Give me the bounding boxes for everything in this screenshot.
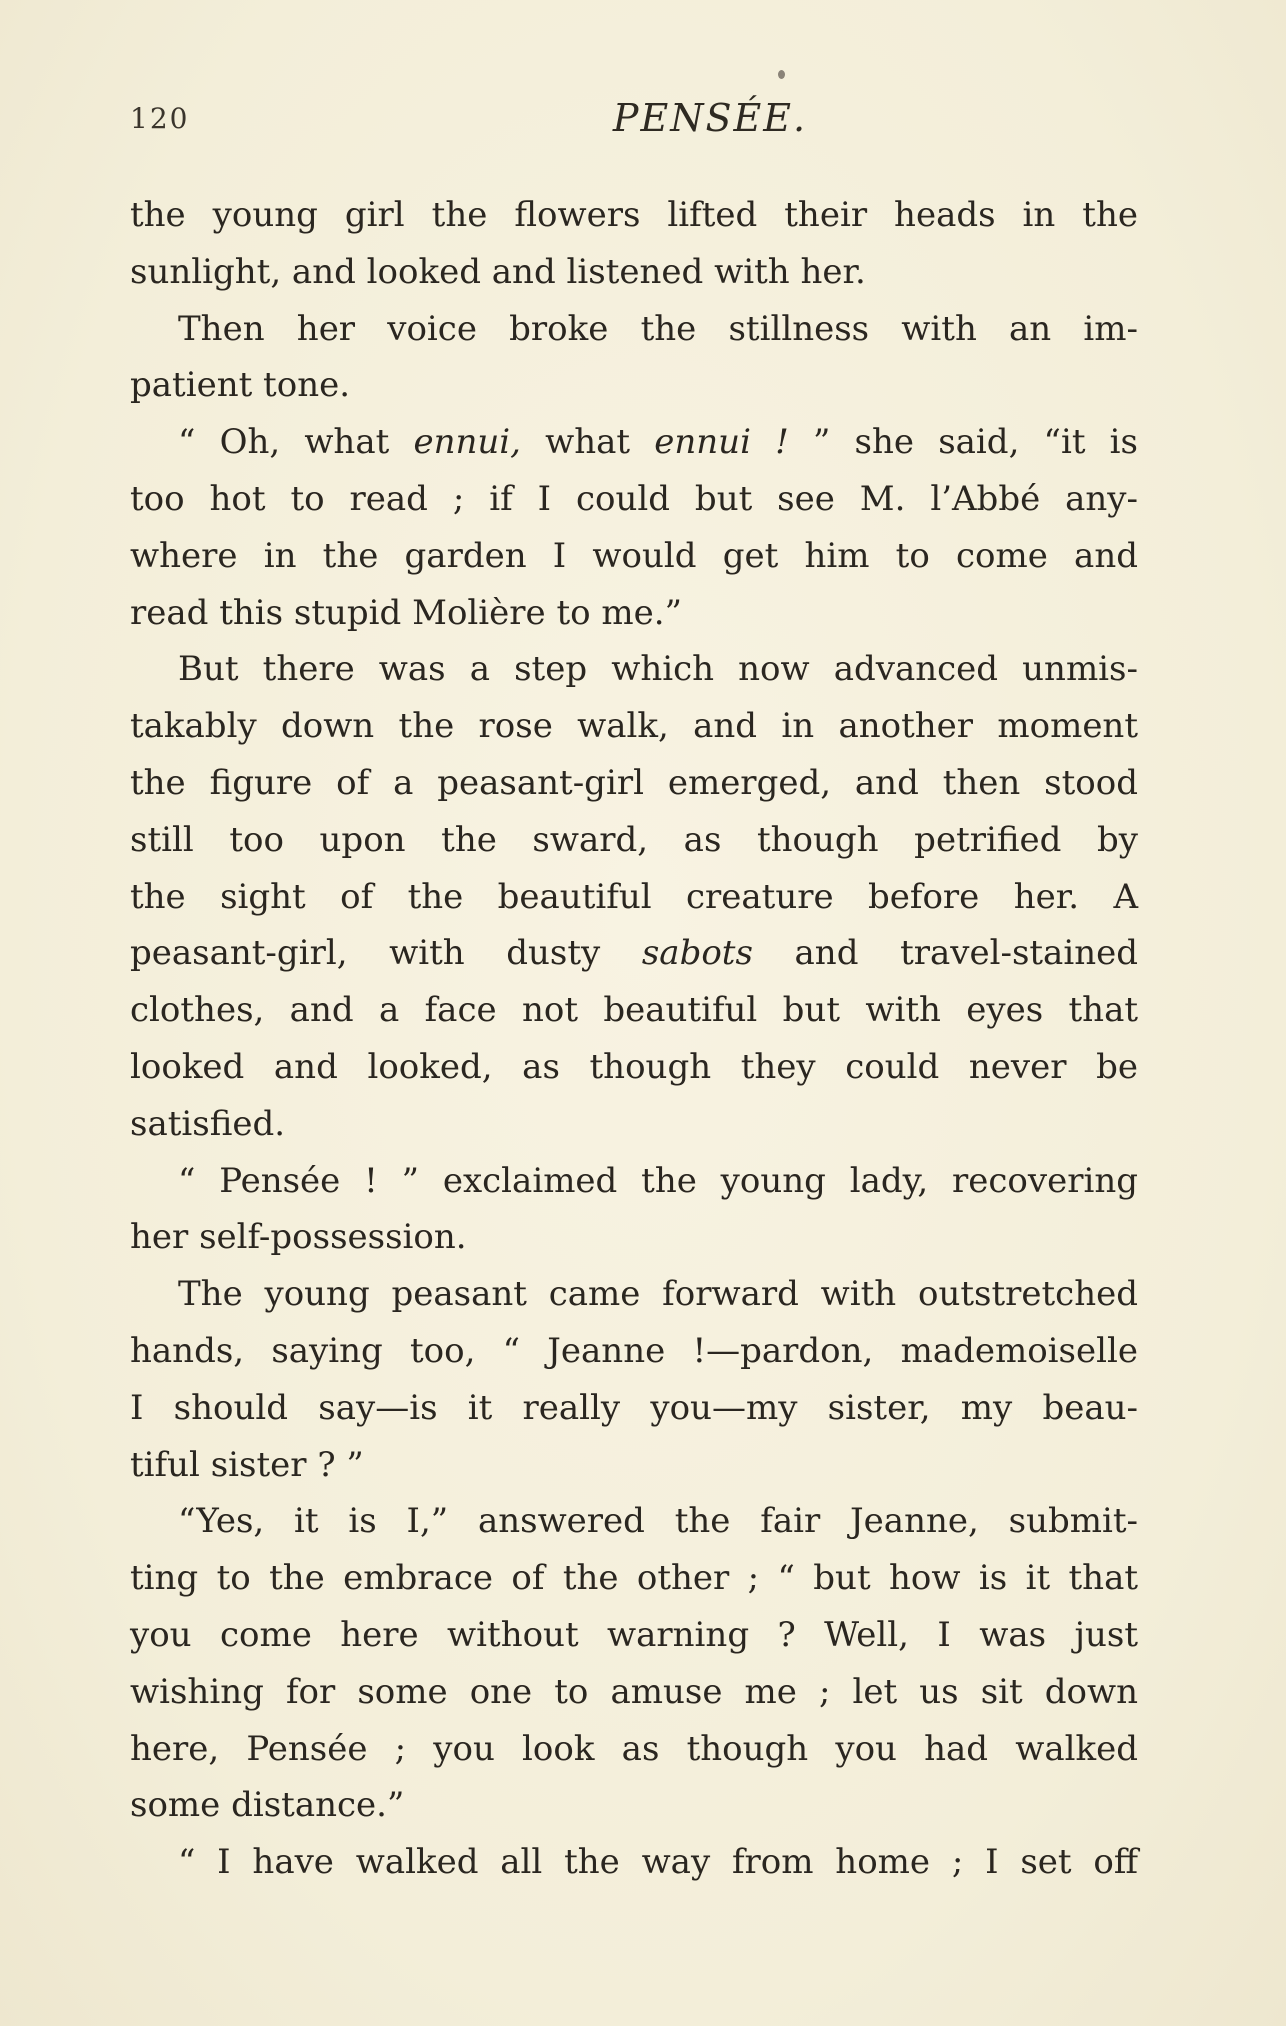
text-run: “ Oh, what	[178, 422, 414, 463]
text-line: satisfied.	[130, 1103, 286, 1144]
italic-word: sabots	[641, 933, 753, 974]
text-line: patient tone.	[130, 365, 351, 406]
running-title: PENSÉE.	[612, 96, 808, 140]
italic-word: ennui,	[413, 422, 521, 463]
text-line: But there was a step which now advanced unmis-	[178, 649, 1138, 690]
page-number: 120	[130, 102, 190, 135]
text-line: The young peasant came forward with outstretched	[178, 1274, 1138, 1315]
text-line: hands, saying too, “ Jeanne !—pardon, mademoiselle	[130, 1330, 1138, 1371]
text-line: clothes, and a face not beautiful but with eyes that	[130, 990, 1138, 1031]
text-line: takably down the rose walk, and in another moment	[130, 706, 1138, 747]
body-text	[130, 187, 1138, 1891]
text-run: ” she said, “it is	[788, 422, 1138, 463]
text-line: I should say—is it really you—my sister, my beau-	[130, 1387, 1138, 1428]
text-line: still too upon the sward, as though petrified by	[130, 819, 1138, 860]
text-line: some distance.”	[130, 1785, 405, 1826]
text-line: the sight of the beautiful creature before her. A	[130, 876, 1138, 917]
text-line: read this stupid Molière to me.”	[130, 592, 682, 633]
italic-word: ennui !	[654, 422, 789, 463]
text-line: “ I have walked all the way from home ; I set off	[178, 1842, 1138, 1883]
page-header	[130, 88, 1140, 148]
text-line: tiful sister ? ”	[130, 1444, 364, 1485]
text-line	[130, 925, 1138, 982]
text-line: wishing for some one to amuse me ; let us sit down	[130, 1671, 1138, 1712]
text-line: too hot to read ; if I could but see M. l’Abbé any-	[130, 478, 1138, 519]
text-line: where in the garden I would get him to come and	[130, 535, 1138, 576]
text-line: you come here without warning ? Well, I was just	[130, 1614, 1138, 1655]
text-line: here, Pensée ; you look as though you had walked	[130, 1728, 1138, 1769]
text-line: “ Pensée ! ” exclaimed the young lady, recovering	[178, 1160, 1138, 1201]
text-line: her self-possession.	[130, 1217, 467, 1258]
text-run: and travel-stained	[752, 933, 1138, 974]
ink-speck	[778, 70, 785, 79]
text-line: looked and looked, as though they could never be	[130, 1046, 1138, 1087]
text-line	[130, 414, 1138, 471]
text-line: the figure of a peasant-girl emerged, and then stood	[130, 762, 1138, 803]
text-line: “Yes, it is I,” answered the fair Jeanne, submit-	[178, 1501, 1138, 1542]
text-run: what	[520, 422, 655, 463]
text-line: Then her voice broke the stillness with an im-	[178, 308, 1138, 349]
text-line: ting to the embrace of the other ; “ but how is it that	[130, 1558, 1138, 1599]
text-line: the young girl the flowers lifted their heads in the	[130, 195, 1138, 235]
text-line: sunlight, and looked and listened with her.	[130, 251, 866, 292]
text-run: peasant-girl, with dusty	[130, 933, 642, 974]
